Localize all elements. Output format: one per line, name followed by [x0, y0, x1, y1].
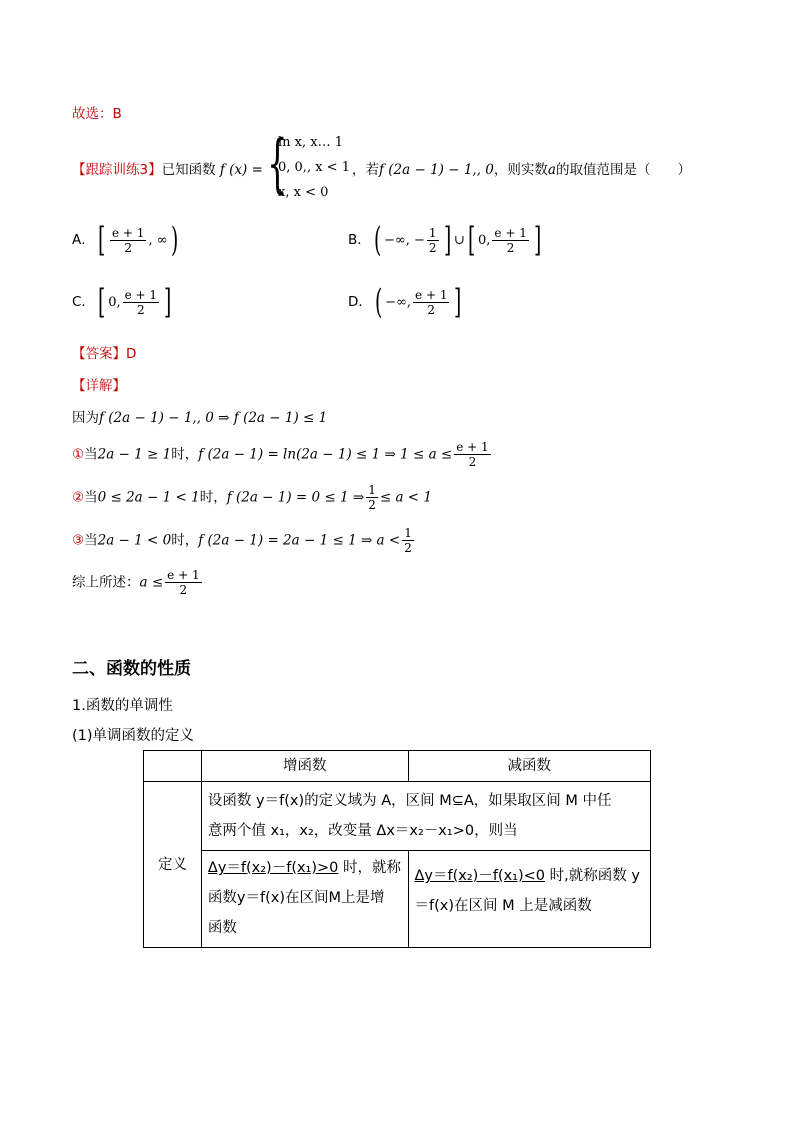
option-c-den: 2	[137, 302, 145, 317]
solution-because: 因为	[72, 410, 99, 426]
option-d-fraction	[413, 288, 449, 317]
case-1-marker: ①	[72, 446, 85, 463]
summary-fraction	[165, 568, 201, 597]
case-1-num: e + 1	[456, 440, 489, 454]
section-heading: 二、函数的性质	[72, 659, 191, 679]
summary-label: 综上所述：	[72, 574, 140, 591]
problem-text-before: 已知函数	[161, 162, 216, 178]
option-c-label: C．	[72, 294, 95, 310]
summary-den: 2	[179, 583, 188, 597]
increasing-text-1: 时，就称	[338, 860, 402, 876]
decreasing-cell	[408, 851, 650, 948]
piece-1: ln x, x… 1	[278, 135, 343, 150]
option-a-den: 2	[124, 240, 133, 255]
option-c-open-bracket: [	[97, 282, 106, 322]
option-d-head: −∞,	[385, 295, 412, 310]
option-a[interactable]	[72, 220, 181, 260]
case-3-condition: 2a − 1 < 0	[97, 532, 172, 549]
common-line-1: 设函数 y＝f(x)的定义域为 A，区间 M⊆A，如果取区间 M 中任	[207, 793, 612, 809]
case-3-time: 时，	[171, 532, 199, 549]
option-b-den2: 2	[506, 240, 515, 255]
definition-table	[143, 750, 651, 948]
case-3-den: 2	[404, 541, 412, 555]
problem-text-after: ，则实数	[493, 162, 548, 178]
case-3-fraction	[402, 526, 414, 555]
solution-line0-expr: f (2a − 1) − 1,, 0 ⇒ f (2a − 1) ≤ 1	[99, 410, 328, 426]
header-increasing: 增函数	[201, 751, 408, 782]
option-d-den: 2	[427, 302, 436, 317]
increasing-cell	[201, 851, 408, 948]
case-2-fraction	[366, 483, 378, 512]
option-b-close-bracket-2: ]	[533, 220, 542, 260]
answer-line: 【答案】D	[72, 346, 137, 362]
option-b-open-bracket-2: [	[467, 220, 476, 260]
common-definition-cell	[201, 782, 650, 851]
option-a-open-bracket: [	[97, 220, 106, 260]
option-b-zero: 0,	[478, 233, 491, 248]
option-b-fraction-2	[492, 226, 528, 255]
option-d-open-paren: (	[374, 282, 383, 322]
table-corner-cell	[144, 751, 202, 782]
case-1-den: 2	[468, 455, 477, 469]
option-b-union: ∪	[453, 233, 465, 248]
option-b-open-paren: (	[373, 220, 382, 260]
decreasing-condition: Δy＝f(x₂)－f(x₁)<0	[414, 868, 546, 884]
option-c-num: e + 1	[124, 287, 158, 302]
option-b-head: −∞, −	[384, 233, 425, 248]
option-c-fraction	[123, 288, 159, 317]
option-d[interactable]	[348, 282, 465, 322]
case-2-marker: ②	[72, 489, 85, 506]
option-d-num: e + 1	[415, 287, 448, 302]
table-row-cases	[144, 851, 651, 948]
function-lhs: f (x) =	[219, 162, 263, 178]
table-row-common	[144, 782, 651, 851]
summary-expr: a ≤	[139, 574, 164, 591]
subsection-definition: (1)单调函数的定义	[72, 728, 195, 744]
solution-summary	[72, 568, 204, 597]
option-b-den1: 2	[428, 240, 437, 255]
problem-tag: 【跟踪训练3】	[72, 162, 162, 178]
case-1-text: 当	[84, 446, 98, 463]
decreasing-text-1: 时,就称函数 y	[545, 868, 640, 884]
solution-line-0	[72, 406, 327, 426]
header-decreasing: 减函数	[408, 751, 650, 782]
problem-text-end: 的取值范围是（ ）	[555, 162, 691, 178]
case-2-time: 时，	[199, 489, 227, 506]
case-3-marker: ③	[72, 532, 85, 549]
case-3-expr: f (2a − 1) = 2a − 1 ≤ 1 ⇒ a <	[198, 532, 401, 549]
option-a-close-paren: )	[170, 220, 178, 260]
common-line-2: 意两个值 x₁，x₂，改变量 Δx＝x₂－x₁>0，则当	[207, 823, 518, 839]
solution-case-3	[72, 526, 416, 555]
option-a-tail: , ∞	[148, 233, 168, 248]
case-1-condition: 2a − 1 ≥ 1	[97, 446, 172, 463]
case-2-den: 2	[368, 498, 376, 512]
option-b-close-bracket-1: ]	[443, 220, 451, 260]
case-2-tail: ≤ a < 1	[379, 489, 432, 506]
case-2-expr: f (2a − 1) = 0 ≤ 1 ⇒	[226, 489, 365, 506]
option-b-num1: 1	[428, 225, 437, 240]
problem-condition-line	[352, 158, 691, 178]
increasing-condition: Δy＝f(x₂)－f(x₁)>0	[207, 860, 339, 876]
option-d-close-bracket: ]	[454, 282, 462, 322]
summary-num: e + 1	[167, 568, 200, 582]
solution-case-2	[72, 483, 432, 512]
case-1-time: 时，	[171, 446, 199, 463]
problem-text-mid: ，若	[352, 162, 379, 178]
problem-condition: f (2a − 1) − 1,, 0	[379, 162, 494, 178]
option-b-fraction-1	[427, 226, 439, 255]
piecewise-brace: {	[267, 127, 288, 201]
problem-statement	[72, 158, 263, 178]
case-1-fraction	[454, 440, 490, 469]
increasing-text-2: 函数y＝f(x)在区间M上是增	[207, 890, 385, 906]
case-2-text: 当	[84, 489, 98, 506]
option-a-label: A．	[72, 232, 95, 248]
row-label-definition: 定义	[144, 782, 202, 948]
subsection-monotonicity: 1.函数的单调性	[72, 698, 173, 714]
option-d-label: D．	[348, 294, 372, 310]
option-c[interactable]	[72, 282, 174, 322]
case-1-expr: f (2a − 1) = ln(2a − 1) ≤ 1 ⇒ 1 ≤ a ≤	[198, 446, 453, 463]
option-b-num2: e + 1	[494, 225, 527, 240]
increasing-text-3: 函数	[207, 920, 237, 936]
case-2-num: 1	[368, 483, 376, 497]
case-2-condition: 0 ≤ 2a − 1 < 1	[97, 489, 200, 506]
chosen-answer: 故选：B	[72, 106, 122, 122]
option-a-fraction	[110, 226, 146, 255]
option-c-head: 0,	[108, 295, 121, 310]
option-b[interactable]	[348, 220, 544, 260]
case-3-text: 当	[84, 532, 98, 549]
table-header-row	[144, 751, 651, 782]
case-3-num: 1	[404, 526, 412, 540]
solution-case-1	[72, 440, 493, 469]
decreasing-text-2: ＝f(x)在区间 M 上是减函数	[414, 898, 592, 914]
problem-var-a: a	[547, 162, 556, 178]
option-a-num: e + 1	[112, 225, 145, 240]
option-c-close-bracket: ]	[164, 282, 172, 322]
piece-2: 0, 0,, x < 1	[278, 160, 350, 175]
detail-title: 【详解】	[72, 378, 126, 394]
option-b-label: B．	[348, 232, 371, 248]
piece-3: x, x < 0	[278, 185, 329, 200]
